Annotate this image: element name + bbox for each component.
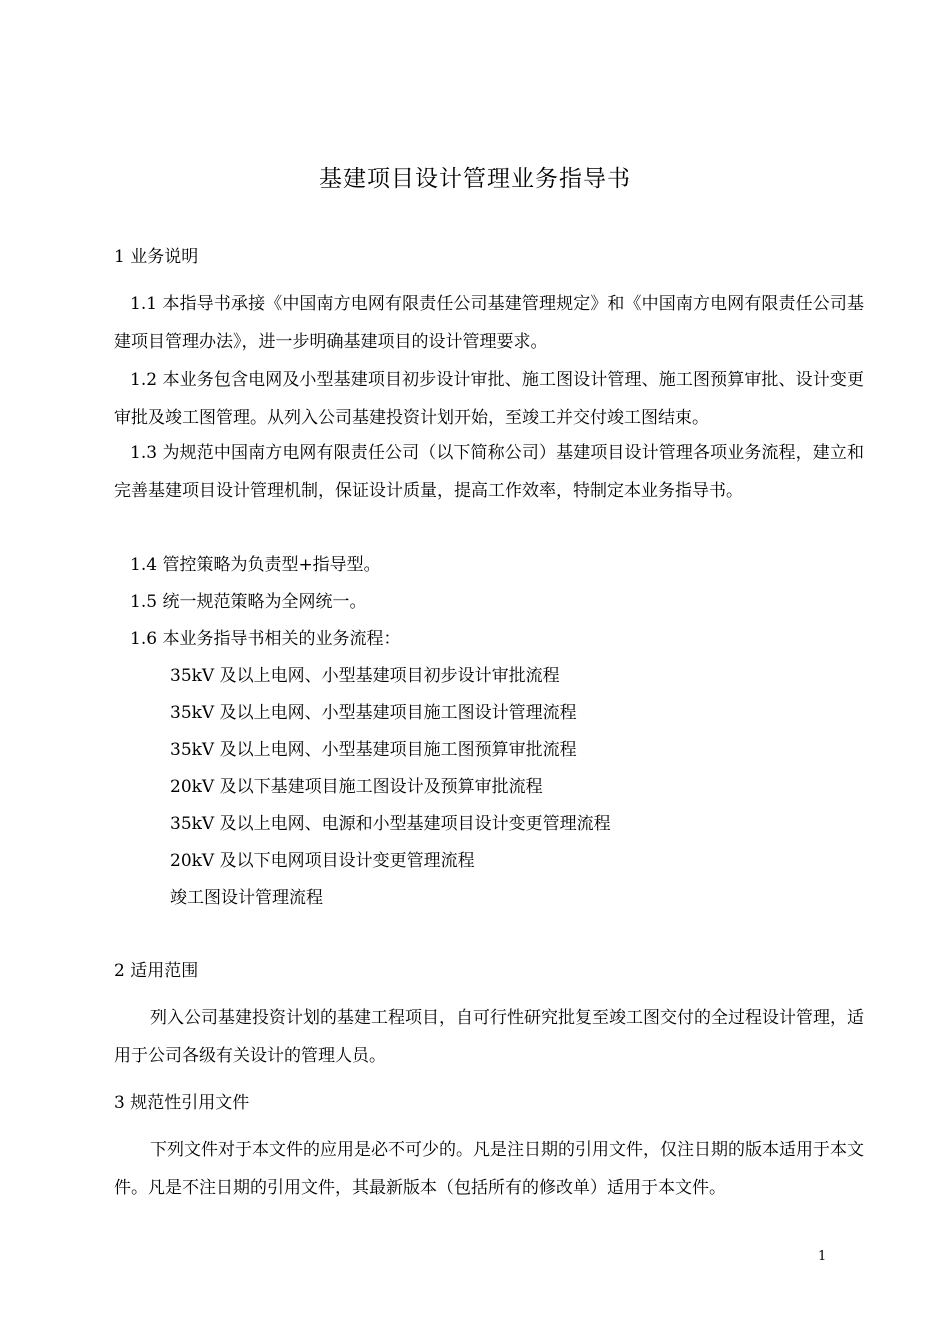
paragraph-1-1: 1.1 本指导书承接《中国南方电网有限责任公司基建管理规定》和《中国南方电网有限责任公司基建项目管理办法》，进一步明确基建项目的设计管理要求。 [114, 294, 864, 352]
paragraph-1-4: 1.4 管控策略为负责型+指导型。 [130, 555, 381, 575]
page-number: 1 [818, 1249, 827, 1264]
flow-item: 35kV 及以上电网、小型基建项目初步设计审批流程 [170, 666, 560, 686]
flow-item: 35kV 及以上电网、小型基建项目施工图设计管理流程 [170, 703, 577, 723]
flow-item: 竣工图设计管理流程 [170, 888, 323, 908]
section-3-body: 下列文件对于本文件的应用是必不可少的。凡是注日期的引用文件，仅注日期的版本适用于本文件。凡是不注日期的引用文件，其最新版本（包括所有的修改单）适用于本文件。 [114, 1140, 864, 1198]
paragraph-1-6: 1.6 本业务指导书相关的业务流程： [130, 629, 401, 649]
flow-item: 35kV 及以上电网、小型基建项目施工图预算审批流程 [170, 740, 577, 760]
flow-item: 20kV 及以下电网项目设计变更管理流程 [170, 851, 475, 871]
flow-item: 20kV 及以下基建项目施工图设计及预算审批流程 [170, 777, 543, 797]
paragraph-1-2: 1.2 本业务包含电网及小型基建项目初步设计审批、施工图设计管理、施工图预算审批、设计变更审批及竣工图管理。从列入公司基建投资计划开始，至竣工并交付竣工图结束。 [114, 370, 864, 428]
flow-item: 35kV 及以上电网、电源和小型基建项目设计变更管理流程 [170, 814, 611, 834]
section-2-heading: 2 适用范围 [114, 961, 199, 981]
section-2-body: 列入公司基建投资计划的基建工程项目，自可行性研究批复至竣工图交付的全过程设计管理，适用于公司各级有关设计的管理人员。 [114, 1008, 864, 1066]
document-title: 基建项目设计管理业务指导书 [319, 166, 631, 192]
section-1-heading: 1 业务说明 [114, 247, 199, 267]
paragraph-1-3: 1.3 为规范中国南方电网有限责任公司（以下简称公司）基建项目设计管理各项业务流程，建立和完善基建项目设计管理机制，保证设计质量，提高工作效率，特制定本业务指导书。 [114, 443, 864, 501]
paragraph-1-5: 1.5 统一规范策略为全网统一。 [130, 592, 367, 612]
section-3-heading: 3 规范性引用文件 [114, 1093, 250, 1113]
